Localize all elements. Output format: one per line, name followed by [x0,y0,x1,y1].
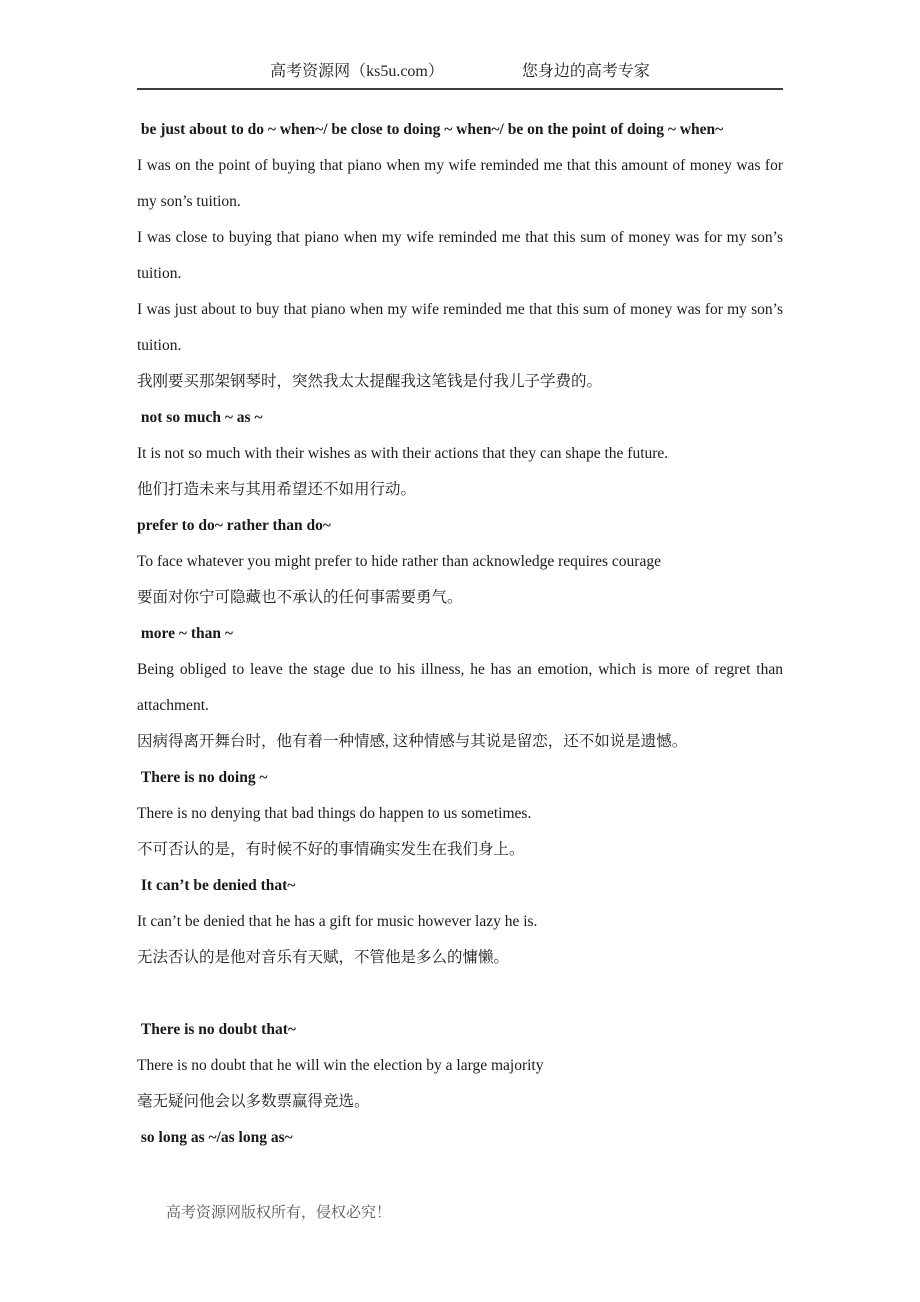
sentence-paragraph: 我刚要买那架钢琴时，突然我太太提醒我这笔钱是付我儿子学费的。 [137,373,603,390]
grammar-section [137,1012,783,1120]
sentence-paragraph: I was on the point of buying that piano when my wife reminded me that this amount of money was for my son’s tuition. [137,157,783,210]
pattern-heading: There is no doubt that~ [137,1021,296,1038]
grammar-section [137,400,783,508]
sentence-paragraph: I was close to buying that piano when my wife reminded me that this sum of money was for my son’s tuition. [137,229,783,282]
sentence-paragraph: It can’t be denied that he has a gift for music however lazy he is. [137,913,538,930]
sentence-paragraph: 毫无疑问他会以多数票赢得竞选。 [137,1093,370,1110]
grammar-section [137,508,783,616]
sentence-paragraph: It is not so much with their wishes as with their actions that they can shape the future. [137,445,669,462]
sentence-paragraph: I was just about to buy that piano when my wife reminded me that this sum of money was for my son’s tuition. [137,301,783,354]
sentence-paragraph: Being obliged to leave the stage due to his illness, he has an emotion, which is more of regret than attachment. [137,661,783,714]
sentence-paragraph: 因病得离开舞台时，他有着一种情感, 这种情感与其说是留恋，还不如说是遗憾。 [137,733,688,750]
grammar-section [137,760,783,868]
pattern-heading: be just about to do ~ when~/ be close to doing ~ when~/ be on the point of doing ~ when~ [137,121,724,138]
page-header [137,58,783,90]
grammar-section [137,616,783,760]
pattern-heading: prefer to do~ rather than do~ [137,517,331,534]
sentence-paragraph: 他们打造未来与其用希望还不如用行动。 [137,481,417,498]
grammar-section [137,868,783,976]
site-name: 高考资源网（ks5u.com） [270,63,444,80]
sentence-paragraph: To face whatever you might prefer to hide rather than acknowledge requires courage [137,553,661,570]
sentence-paragraph: There is no denying that bad things do happen to us sometimes. [137,805,532,822]
sentence-paragraph: There is no doubt that he will win the election by a large majority [137,1057,544,1074]
pattern-heading: There is no doing ~ [137,769,268,786]
pattern-heading: so long as ~/as long as~ [137,1129,293,1146]
pattern-heading: more ~ than ~ [137,625,233,642]
site-slogan: 您身边的高考专家 [521,63,650,80]
grammar-section [137,1120,783,1156]
sentence-paragraph: 要面对你宁可隐藏也不承认的任何事需要勇气。 [137,589,463,606]
pattern-heading: It can’t be denied that~ [137,877,296,894]
sentence-paragraph: 无法否认的是他对音乐有天赋，不管他是多么的慵懒。 [137,949,510,966]
document-body [137,112,783,1156]
copyright-notice: 高考资源网版权所有，侵权必究！ [166,1205,392,1221]
pattern-heading: not so much ~ as ~ [137,409,263,426]
grammar-section [137,112,783,400]
sentence-paragraph: 不可否认的是，有时候不好的事情确实发生在我们身上。 [137,841,525,858]
